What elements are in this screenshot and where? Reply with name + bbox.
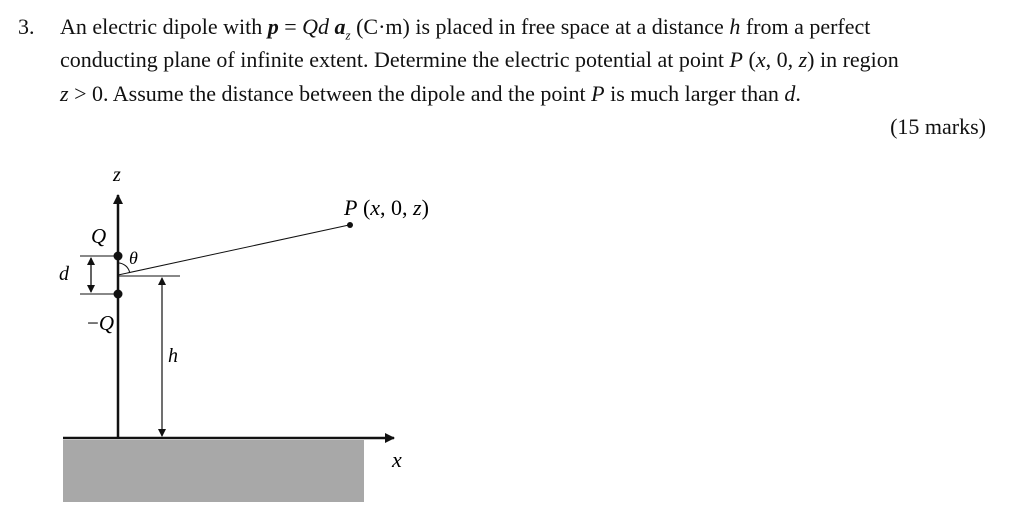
text-segment: ) in region	[807, 47, 899, 72]
negative-charge-label: −Q	[87, 311, 115, 335]
text-segment: > 0. Assume the distance between the dipole and the point	[68, 81, 592, 106]
text-segment: is much larger than	[604, 81, 785, 106]
z-symbol: z	[60, 81, 69, 106]
positive-charge	[114, 252, 123, 261]
text-segment: (	[743, 47, 756, 72]
point-symbol: P	[729, 47, 743, 72]
point-p	[347, 222, 353, 228]
theta-label: θ	[129, 248, 138, 268]
line-to-point-p	[118, 225, 349, 275]
text-segment: , 0,	[765, 47, 799, 72]
point-symbol: P	[591, 81, 605, 106]
text-segment: =	[278, 14, 303, 39]
negative-charge	[114, 290, 123, 299]
charge-distance-symbol: Qd	[302, 14, 330, 39]
separation-symbol: d	[784, 81, 796, 106]
point-p-label: P (x, 0, z)	[344, 195, 429, 220]
unit-vector-subscript: z	[345, 27, 351, 43]
conducting-plane	[63, 440, 364, 502]
marks-label: (15 marks)	[890, 114, 986, 139]
unit-vector-symbol: a	[334, 14, 346, 39]
text-segment: (C·m) is placed in free space at a distance	[350, 14, 730, 39]
theta-arc	[118, 263, 130, 273]
x-symbol: x	[755, 47, 766, 72]
z-axis-label: z	[113, 164, 121, 186]
d-label: d	[59, 263, 69, 285]
question-number: 3.	[18, 14, 35, 39]
h-label: h	[168, 345, 178, 367]
text-segment: conducting plane of infinite extent. Determine the electric potential at point	[60, 47, 730, 72]
text-segment: .	[795, 81, 801, 106]
height-symbol: h	[729, 14, 741, 39]
x-axis-label: x	[392, 447, 402, 472]
dipole-moment-symbol: p	[267, 14, 279, 39]
positive-charge-label: Q	[91, 224, 107, 248]
text-segment: An electric dipole with	[60, 14, 268, 39]
z-symbol: z	[798, 47, 808, 72]
text-segment: from a perfect	[740, 14, 871, 39]
